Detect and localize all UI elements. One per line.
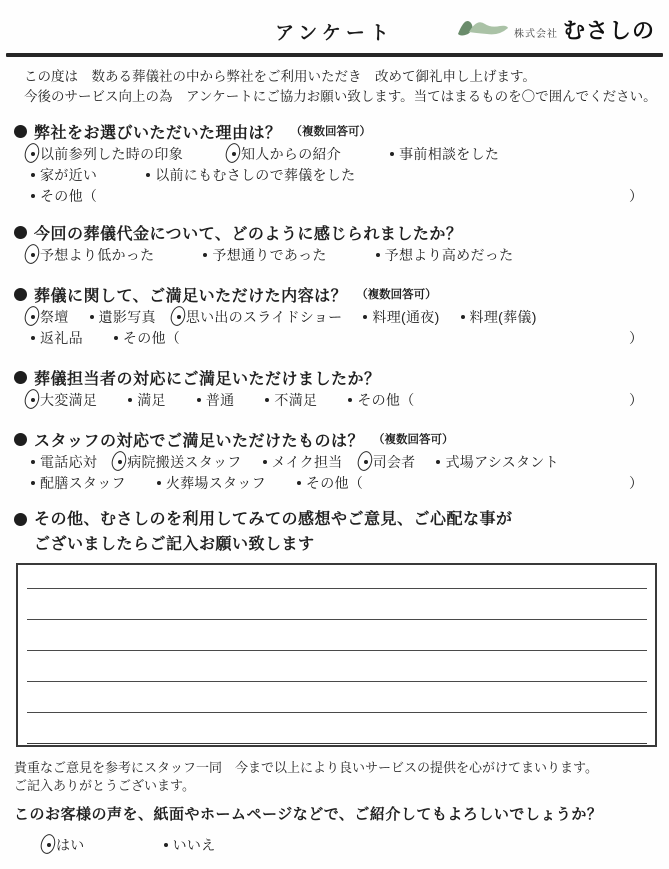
bullet-icon xyxy=(159,835,173,854)
publish-question: このお客様の声を、紙面やホームページなどで、ご紹介してもよろしいでしょうか？ xyxy=(14,806,603,823)
option-row xyxy=(14,143,657,164)
option[interactable] xyxy=(109,328,180,348)
option-label: いいえ xyxy=(172,836,216,853)
bullet-icon xyxy=(292,473,306,492)
option[interactable] xyxy=(385,144,499,164)
bullet-icon xyxy=(192,390,206,409)
section-bullet-icon xyxy=(14,433,27,446)
bullet-icon xyxy=(26,186,40,205)
ruled-line xyxy=(27,682,647,713)
option[interactable] xyxy=(85,307,156,327)
intro-line: この度は 数ある葬儀社の中から弊社をご利用いただき 改めて御礼申し上げます。 xyxy=(24,69,536,84)
option[interactable] xyxy=(292,473,363,493)
circle-mark-icon xyxy=(224,142,242,165)
free-comment-title-line: その他、むさしのを利用してみての感想やご意見、ご心配な事が xyxy=(34,511,513,528)
free-comment-title xyxy=(34,507,513,557)
option[interactable] xyxy=(26,186,97,206)
option-label: 事前相談をした xyxy=(399,145,500,162)
free-comment-title-line: ございましたらご記入お願い致します xyxy=(34,536,315,553)
question-note: （複数回答可） xyxy=(290,126,372,138)
bullet-icon xyxy=(26,473,40,492)
bullet-icon xyxy=(85,307,99,326)
option-label: 普通 xyxy=(205,391,235,408)
ruled-line xyxy=(27,565,647,589)
free-comment-box[interactable] xyxy=(16,563,657,747)
option[interactable] xyxy=(152,473,266,493)
option-circled[interactable] xyxy=(26,307,69,327)
bullet-icon xyxy=(26,452,40,471)
option-row xyxy=(14,306,657,327)
option-label: その他（ xyxy=(40,187,98,204)
option-label: 知人からの紹介 xyxy=(241,145,342,162)
footer-thanks-line: 貴重なご意見を参考にスタッフ一同 今まで以上により良いサービスの提供を心がけてまいります。 xyxy=(14,760,598,775)
footer-thanks xyxy=(14,759,657,794)
bullet-icon xyxy=(26,307,40,326)
intro-text xyxy=(24,67,657,107)
option-label: 大変満足 xyxy=(40,391,98,408)
bullet-icon xyxy=(359,452,373,471)
bullet-icon xyxy=(109,328,123,347)
circle-mark-icon xyxy=(169,305,187,328)
question-staff-in-charge xyxy=(14,365,657,410)
option-row xyxy=(14,185,657,206)
option-circled[interactable] xyxy=(359,452,416,472)
question-price xyxy=(14,220,657,265)
ruled-line xyxy=(27,589,647,620)
question-reason xyxy=(14,119,657,206)
option-label: 遺影写真 xyxy=(98,308,156,325)
close-paren: ） xyxy=(629,474,643,491)
bullet-icon xyxy=(113,452,127,471)
option-circled[interactable] xyxy=(26,390,97,410)
option-label: 病院搬送スタッフ xyxy=(127,453,242,470)
publish-option-row xyxy=(0,834,669,855)
option-circled[interactable] xyxy=(26,144,183,164)
circle-mark-icon xyxy=(23,142,41,165)
option-label: 料理(通夜) xyxy=(372,308,440,325)
circle-mark-icon xyxy=(23,243,41,266)
option-row xyxy=(14,164,657,185)
option-label: その他（ xyxy=(305,474,364,491)
section-bullet-icon xyxy=(14,288,27,301)
bullet-icon xyxy=(26,144,40,163)
section-bullet-icon xyxy=(14,226,27,239)
option-label: 不満足 xyxy=(274,391,318,408)
wave-logo-icon xyxy=(457,14,509,45)
option[interactable] xyxy=(358,307,439,327)
bullet-icon xyxy=(227,144,241,163)
option-label: 予想通りであった xyxy=(212,246,327,263)
question-staff-satisfaction xyxy=(14,427,657,493)
close-paren: ） xyxy=(629,329,643,346)
question-title: 弊社をお選びいただいた理由は？ xyxy=(34,124,282,142)
option[interactable] xyxy=(26,452,97,472)
ruled-line xyxy=(27,651,647,682)
option-row xyxy=(14,389,657,410)
option-label: 以前参列した時の印象 xyxy=(40,145,183,162)
bullet-icon xyxy=(123,390,137,409)
option[interactable] xyxy=(198,245,326,265)
bullet-icon xyxy=(26,328,40,347)
question-title: スタッフの対応でご満足いただけたものは？ xyxy=(34,432,365,450)
option-label: 配膳スタッフ xyxy=(40,474,126,491)
bullet-icon xyxy=(198,245,212,264)
company-logo xyxy=(457,14,655,45)
question-title: 葬儀担当者の対応にご満足いただけましたか？ xyxy=(34,370,381,388)
option[interactable] xyxy=(371,245,514,265)
circle-mark-icon xyxy=(23,305,41,328)
option-label: 予想より低かった xyxy=(40,246,155,263)
option-label: 電話応対 xyxy=(40,453,98,470)
free-comment-heading xyxy=(14,507,657,557)
option-label: その他（ xyxy=(357,391,415,408)
bullet-icon xyxy=(26,165,40,184)
page-title: アンケート xyxy=(275,23,394,44)
bullet-icon xyxy=(343,390,357,409)
close-paren: ） xyxy=(629,391,643,408)
bullet-icon xyxy=(260,390,274,409)
question-heading xyxy=(14,427,657,451)
company-name: むさしの xyxy=(562,18,655,44)
bullet-icon xyxy=(258,452,272,471)
bullet-icon xyxy=(141,165,155,184)
option-label: その他（ xyxy=(122,329,181,346)
section-bullet-icon xyxy=(14,513,27,526)
option-label: 予想より高めだった xyxy=(384,246,514,263)
option[interactable] xyxy=(192,390,235,410)
intro-line: 今後のサービス向上の為 アンケートにご協力お願い致します。当てはまるものを〇で囲んでください。 xyxy=(24,89,657,104)
option-label: 司会者 xyxy=(372,453,416,470)
bullet-icon xyxy=(371,245,385,264)
option[interactable] xyxy=(26,473,126,493)
circle-mark-icon xyxy=(39,833,57,856)
option[interactable] xyxy=(159,835,216,855)
option-circled[interactable] xyxy=(227,144,341,164)
bullet-icon xyxy=(26,245,40,264)
option-label: 満足 xyxy=(137,391,166,408)
question-heading xyxy=(14,282,657,306)
option-label: メイク担当 xyxy=(271,453,343,470)
option-row xyxy=(14,244,657,265)
option-label: 思い出のスライドショー xyxy=(185,308,343,325)
option-label: 式場アシスタント xyxy=(445,453,559,470)
option-row xyxy=(14,472,657,493)
option[interactable] xyxy=(343,390,414,410)
option[interactable] xyxy=(123,390,166,410)
option[interactable] xyxy=(260,390,317,410)
option[interactable] xyxy=(431,452,558,472)
bullet-icon xyxy=(42,835,56,854)
ruled-line xyxy=(27,620,647,651)
option-label: はい xyxy=(56,836,85,853)
bullet-icon xyxy=(456,307,470,326)
question-note: （複数回答可） xyxy=(356,289,437,301)
option[interactable] xyxy=(26,328,83,348)
company-prefix: 株式会社 xyxy=(513,29,558,40)
option-circled[interactable] xyxy=(172,307,343,327)
option-label: 返礼品 xyxy=(40,329,83,346)
bullet-icon xyxy=(385,144,399,163)
option-label: 料理(葬儀) xyxy=(469,308,537,325)
option[interactable] xyxy=(26,165,97,185)
option-circled[interactable] xyxy=(113,452,241,472)
header-divider xyxy=(6,53,663,57)
option-circled[interactable] xyxy=(26,245,154,265)
close-paren: ） xyxy=(629,187,643,204)
question-title: 今回の葬儀代金について、どのように感じられましたか？ xyxy=(34,225,463,243)
bullet-icon xyxy=(26,390,40,409)
bullet-icon xyxy=(172,307,186,326)
option-row xyxy=(14,451,657,472)
option-row xyxy=(14,327,657,348)
header xyxy=(0,0,669,53)
option[interactable] xyxy=(456,307,537,327)
section-bullet-icon xyxy=(14,125,27,138)
option-label: 祭壇 xyxy=(40,308,69,325)
section-bullet-icon xyxy=(14,371,27,384)
circle-mark-icon xyxy=(110,450,128,473)
bullet-icon xyxy=(431,452,445,471)
question-heading xyxy=(14,119,657,143)
ruled-line xyxy=(27,713,647,744)
bullet-icon xyxy=(152,473,166,492)
option-label: 以前にもむさしので葬儀をした xyxy=(155,166,356,183)
option-label: 家が近い xyxy=(40,166,98,183)
option[interactable] xyxy=(141,165,355,185)
circle-mark-icon xyxy=(355,450,373,473)
option-label: 火葬場スタッフ xyxy=(165,474,266,491)
bullet-icon xyxy=(358,307,372,326)
question-title: 葬儀に関して、ご満足いただけた内容は？ xyxy=(34,287,348,305)
question-heading xyxy=(14,365,657,389)
option-circled[interactable] xyxy=(42,835,85,855)
question-satisfaction-content xyxy=(14,282,657,348)
circle-mark-icon xyxy=(23,388,41,411)
footer-thanks-line: ご記入ありがとうございます。 xyxy=(14,777,195,793)
question-heading xyxy=(14,220,657,244)
question-note: （複数回答可） xyxy=(373,434,454,446)
option[interactable] xyxy=(258,452,343,472)
